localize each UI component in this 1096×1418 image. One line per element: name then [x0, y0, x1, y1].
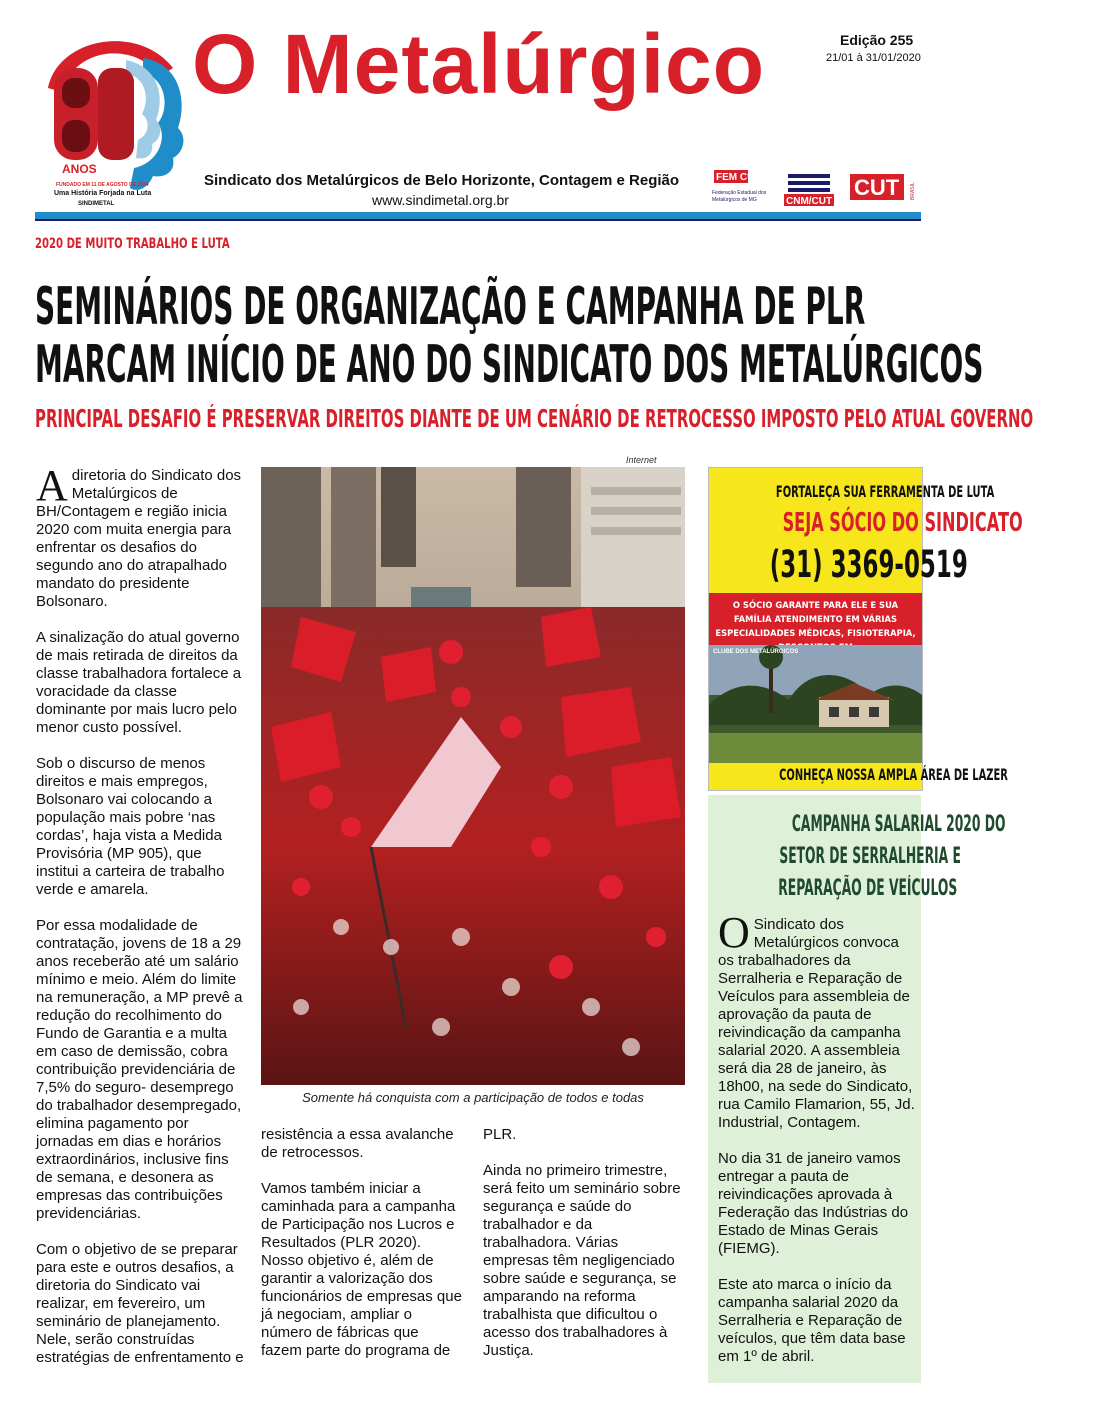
svg-text:FEM CUT: FEM CUT: [716, 172, 761, 183]
protest-photo: [261, 467, 685, 1085]
sidebar-body: [718, 908, 918, 1384]
anniversary-number: [58, 155, 59, 156]
paragraph: Por essa modalidade de contratação, jovens de 18 a 29 anos receberão até um salário mínimo e meio. Além do limite na remuneração, a MP prevê a redução do recolhimento do Fundo de Garantia e a multa em caso de demissão, cobra contribuição previdenciária de 7,5% do seguro- desemprego do trabalhador desempregado, elimina pagamento por jornadas em dias e horários extraordinários, inclusive fins de semana, e desonera as empresas das contribuições previdenciárias.: [36, 917, 243, 1222]
paragraph: Com o objetivo de se preparar para este e outros desafios, a diretoria do Sindicato vai realizar, em fevereiro, um seminário de planejamento. Nele, serão construídas estratégias de enfrentamento e: [36, 1241, 244, 1366]
ad-footer: CONHEÇA NOSSA AMPLA ÁREA DE LAZER: [779, 765, 1008, 784]
paragraph: O Sindicato dos Metalúrgicos convoca os trabalhadores da Serralheria e Reparação de Veículos para assembleia de aprovação da pauta de reivindicação da campanha salarial 2020. A assembleia será dia 28 de janeiro, às 18h00, na sede do Sindicato, rua Camilo Flamarion, 55, Jd. Industrial, Contagem.: [718, 908, 915, 1131]
svg-text:Metalúrgicos de MG: Metalúrgicos de MG: [712, 197, 757, 203]
anniversary-tagline: Uma História Forjada na Luta: [54, 190, 152, 197]
cnm-cut-logo: [784, 174, 834, 207]
paragraph: Sob o discurso de menos direitos e mais empregos, Bolsonaro vai colocando a população mais pobre ‘nas cordas’, haja vista a Medida Provisória (MP 905), que institui a carteira de trabalho verde e amarela.: [36, 755, 225, 898]
edition-number: Edição 255: [840, 32, 914, 48]
masthead-divider-thin: [35, 219, 921, 221]
paragraph: Vamos também iniciar a caminhada para a campanha de Participação nos Lucros e Resultados (PLR 2020). Nosso objetivo é, além de garantir a valorização dos funcionários de empresas que já negociam, ampliar o número de fábricas que fazem parte do programa de: [261, 1180, 462, 1359]
svg-text:CNM/CUT: CNM/CUT: [786, 196, 833, 207]
anniversary-org: SINDIMETAL: [78, 201, 115, 207]
paragraph: Ainda no primeiro trimestre, será feito um seminário sobre segurança e saúde do trabalhador e da trabalhadora. Várias empresas têm negligenciado sobre saúde e segurança, se amparando na reforma trabalhista que dificultou o acesso dos trabalhadores à Justiça.: [483, 1162, 681, 1359]
headline-line-1: SEMINÁRIOS DE ORGANIZAÇÃO E CAMPANHA DE PLR: [35, 277, 866, 337]
anniversary-anos: ANOS: [62, 162, 97, 176]
website-link[interactable]: www.sindimetal.org.br: [372, 192, 509, 208]
anniversary-emblem: [38, 28, 198, 208]
club-photo-label: CLUBE DOS METALÚRGICOS: [713, 649, 799, 655]
newspaper-title: O Metalúrgico: [192, 17, 766, 111]
partner-logos: [712, 168, 918, 210]
svg-text:BRASIL: BRASIL: [910, 182, 916, 200]
article-column-2: [261, 1126, 463, 1378]
union-name: Sindicato dos Metalúrgicos de Belo Horizonte, Contagem e Região: [204, 172, 680, 189]
article-column-1: [36, 461, 246, 1385]
salary-campaign-box: [708, 795, 1006, 1383]
article-kicker: 2020 DE MUITO TRABALHO E LUTA: [35, 236, 230, 252]
edition-date: 21/01 à 31/01/2020: [826, 52, 921, 64]
ad-call-to-action: SEJA SÓCIO DO SINDICATO: [782, 508, 1023, 538]
ad-phone[interactable]: (31) 3369-0519: [769, 543, 968, 586]
paragraph: No dia 31 de janeiro vamos entregar a pauta de reivindicações aprovada à Federação das Indústrias do Estado de Minas Gerais (FIEMG).: [718, 1150, 909, 1257]
paragraph: resistência a essa avalanche de retrocessos.: [261, 1126, 454, 1161]
headline-line-2: MARCAM INÍCIO DE ANO DO SINDICATO DOS METALÚRGICOS: [35, 335, 984, 395]
anniversary-founded: FUNDADO EM 11 DE AGOSTO DE 1934: [56, 182, 149, 188]
ad-headline: FORTALEÇA SUA FERRAMENTA DE LUTA: [775, 482, 995, 501]
photo-credit: Internet: [626, 455, 657, 465]
svg-text:CUT: CUT: [854, 175, 900, 200]
membership-ad: [708, 467, 1023, 791]
sidebar-title: CAMPANHA SALARIAL 2020 DO SETOR DE SERRALHERIA E REPARAÇÃO DE VEÍCULOS: [778, 812, 1006, 901]
paragraph: PLR.: [483, 1126, 517, 1143]
anniversary-logo: [38, 28, 198, 208]
paragraph: A diretoria do Sindicato dos Metalúrgicos de BH/Contagem e região inicia 2020 com muita energia para enfrentar os desafios do segundo ano do atrapalhado mandato do presidente Bolsonaro.: [36, 461, 242, 610]
svg-text:Federação Estadual dos: Federação Estadual dos: [712, 190, 767, 196]
article-column-3: [483, 1126, 683, 1378]
masthead-divider: [35, 212, 921, 219]
drop-cap: O: [718, 908, 750, 957]
ad-benefits: O SÓCIO GARANTE PARA ELE E SUA FAMÍLIA ATENDIMENTO EM VÁRIAS ESPECIALIDADES MÉDICAS, FISIOTERAPIA,: [715, 600, 916, 638]
paragraph: A sinalização do atual governo de mais retirada de direitos da classe trabalhadora fortalece a voracidade da classe dominante por mais lucro pelo menor custo possível.: [36, 629, 242, 736]
photo-caption: Somente há conquista com a participação de todos e todas: [302, 1090, 644, 1105]
club-photo: [709, 645, 922, 763]
drop-cap: A: [36, 461, 68, 510]
cut-brasil-logo: [850, 174, 916, 200]
article-deck: PRINCIPAL DESAFIO É PRESERVAR DIREITOS DIANTE DE UM CENÁRIO DE RETROCESSO IMPOSTO PELO ATUAL GOVERNO: [35, 404, 1034, 433]
fem-cut-logo: [712, 170, 767, 203]
paragraph: Este ato marca o início da campanha salarial 2020 da Serralheria e Reparação de veículos, que têm data base em 1º de abril.: [718, 1276, 906, 1365]
